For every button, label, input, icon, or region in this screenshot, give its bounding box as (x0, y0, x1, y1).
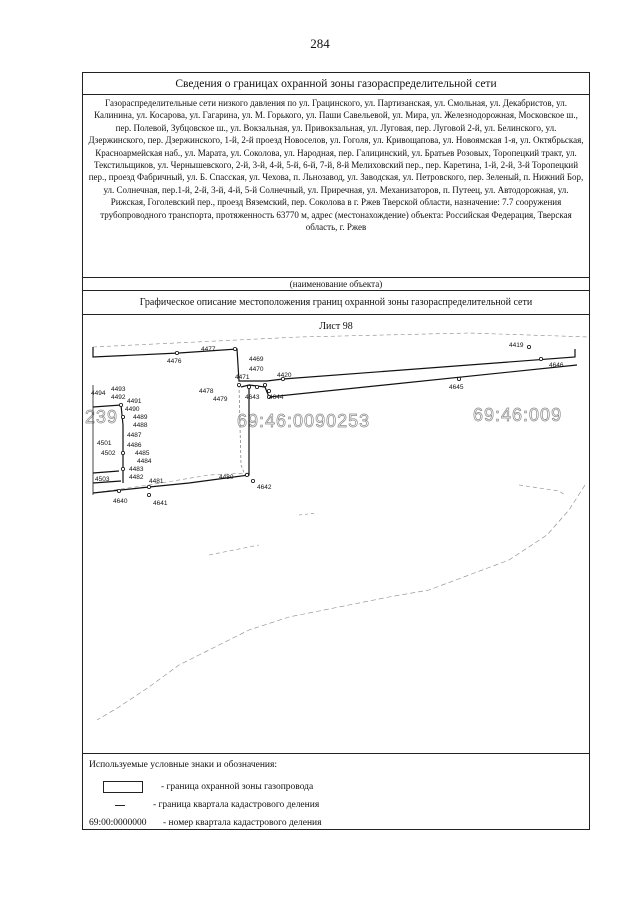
point-label: 4491 (127, 398, 142, 405)
vertex-4476 (175, 351, 178, 354)
point-label: 4484 (137, 458, 152, 465)
point-label: 4485 (135, 450, 150, 457)
vertex-4643 (255, 385, 258, 388)
point-label: 4479 (213, 396, 228, 403)
point-label: 4486 (127, 442, 142, 449)
point-label: 4490 (125, 406, 140, 413)
sheet-number: Лист 98 (319, 321, 353, 332)
page-number: 284 (310, 36, 330, 51)
quarter-boundary-fragment-3 (299, 513, 317, 515)
legend-item-text: - граница охранной зоны газопровода (161, 782, 314, 792)
object-description: Газораспределительные сети низкого давления по ул. Грацинского, ул. Партизанская, ул. Смольная, ул. Декабристов, ул. Калинина, ул. Косарова, ул. Гагарина, ул. М. Горького, ул. Паши Савельевой, ул. Мира, ул. Железнодорожная, Московское ш., пер. Полевой, Зубцовское ш., ул. Вокзальная, ул. Привокзальная, ул. Луговая, пер. Луговой 2-й, ул. Белинского, ул. Дзержинского, пер. Дзержинского, 1-й, 2-й проезд Новоселов, ул. Гоголя, ул. Кривощапова, ул. Новоямская 1-я, ул. Октябрьская, Красноармейская наб., ул. Марата, ул. Соколова, ул. Народная, пер. Галицинский, ул. Братьев Розовых, Торопецкий тракт, ул. Текстильщиков, ул. Чернышевского, 2-й, 3-й, 4-й, 5-й, 6-й, 7-й, 8-й Мелиховский пер., пер. Каретина, 1-й, 2-й, 3-й Торопецкий пер., проезд Фабричный, ул. Б. Спасская, ул. Чехова, п. Льнозавод, ул. Заводская, ул. Петровского, пер. Зеленый, п. Нижний Бор, ул. Солнечная, пер.1-й, 2-й, 3-й, 4-й, 5-й Солнечный, ул. Приречная, ул. Механизаторов, п. Путеец, ул. Автодорожная, ул. Рижская, Гоголевский пер., проезд Вяземский, пер. Соколова в г. Ржев Тверской области, назначение: 7.7 сооружения трубопроводного транспорта, протяженность 63770 м, адрес (местонахождение) объекта: Российская Федерация, Тверская область, г. Ржев (88, 98, 584, 233)
point-label: 4483 (129, 466, 144, 473)
legend-item-zone (89, 780, 583, 794)
point-label: 4493 (111, 386, 126, 393)
vertex-4480 (245, 473, 248, 476)
vertex-4642 (251, 479, 254, 482)
protection-zone-boundary-stub (93, 471, 119, 473)
cadastral-number-main: 69:46:0090253 (237, 411, 371, 431)
section-title: Сведения о границах охранной зоны газораспределительной сети (83, 73, 589, 95)
cadastral-number-right: 69:46:009 (473, 405, 563, 425)
point-label: 4471 (235, 374, 250, 381)
quarter-boundary-fragment (519, 485, 565, 495)
point-label: 4641 (153, 500, 168, 507)
vertex-4483 (121, 467, 124, 470)
quarter-boundary-fragment-2 (209, 545, 259, 555)
legend-title: Используемые условные знаки и обозначения: (89, 760, 278, 770)
quarter-number-symbol: 69:00:0000000 (89, 818, 147, 828)
point-label: 4501 (97, 440, 112, 447)
point-label: 4503 (95, 476, 110, 483)
vertex-4488 (121, 415, 124, 418)
quarter-boundary-curve (97, 485, 585, 720)
legend-item-text: - номер квартала кадастрового деления (163, 818, 322, 828)
point-label: 4419 (509, 342, 524, 349)
point-label: 4470 (249, 366, 264, 373)
point-label: 4489 (133, 414, 148, 421)
zone-boundary-symbol (103, 781, 143, 793)
legend-item-text: - граница квартала кадастрового деления (153, 800, 320, 810)
point-label: 4476 (167, 358, 182, 365)
point-label: 4492 (111, 394, 126, 401)
vertex-4469 (263, 383, 266, 386)
point-label: 4488 (133, 422, 148, 429)
point-label: 4640 (113, 498, 128, 505)
point-label: 4482 (129, 474, 144, 481)
point-label: 4477 (201, 346, 216, 353)
graphic-description-title: Графическое описание местоположения границ охранной зоны газораспределительной сети (83, 291, 589, 315)
vertex-4485 (121, 451, 124, 454)
point-label: 4645 (449, 384, 464, 391)
point-label: 4502 (101, 450, 116, 457)
point-label: 4642 (257, 484, 272, 491)
point-label: 4480 (219, 474, 234, 481)
vertex-4640 (117, 489, 120, 492)
vertex-4419 (527, 345, 530, 348)
legend (83, 753, 589, 829)
legend-item-number (89, 816, 583, 830)
protection-zone-boundary-top (93, 347, 575, 381)
vertex-4641 (147, 493, 150, 496)
vertex-4481 (147, 485, 150, 488)
point-label: 4469 (249, 356, 264, 363)
point-label: 4481 (149, 478, 164, 485)
point-label: 4494 (91, 390, 106, 397)
quarter-boundary-symbol (115, 805, 125, 806)
vertex-4645 (457, 377, 460, 380)
point-label: 4420 (277, 372, 292, 379)
cadastral-map (85, 335, 585, 751)
point-label: 4487 (127, 432, 142, 439)
document-frame (82, 72, 590, 830)
vertex-4470 (267, 389, 270, 392)
map-area (85, 335, 585, 751)
cadastral-number-left: 239 (85, 407, 119, 427)
vertex-4490 (119, 403, 122, 406)
point-label: 4644 (269, 394, 284, 401)
point-label: 4643 (245, 394, 260, 401)
vertex-4477 (233, 347, 236, 350)
vertex-4478 (237, 383, 240, 386)
point-label: 4478 (199, 388, 214, 395)
vertex-4646 (539, 357, 542, 360)
object-name-caption: (наименование объекта) (83, 277, 589, 291)
point-label: 4646 (549, 362, 564, 369)
legend-item-quarter (89, 798, 583, 812)
vertex-4479 (247, 385, 250, 388)
